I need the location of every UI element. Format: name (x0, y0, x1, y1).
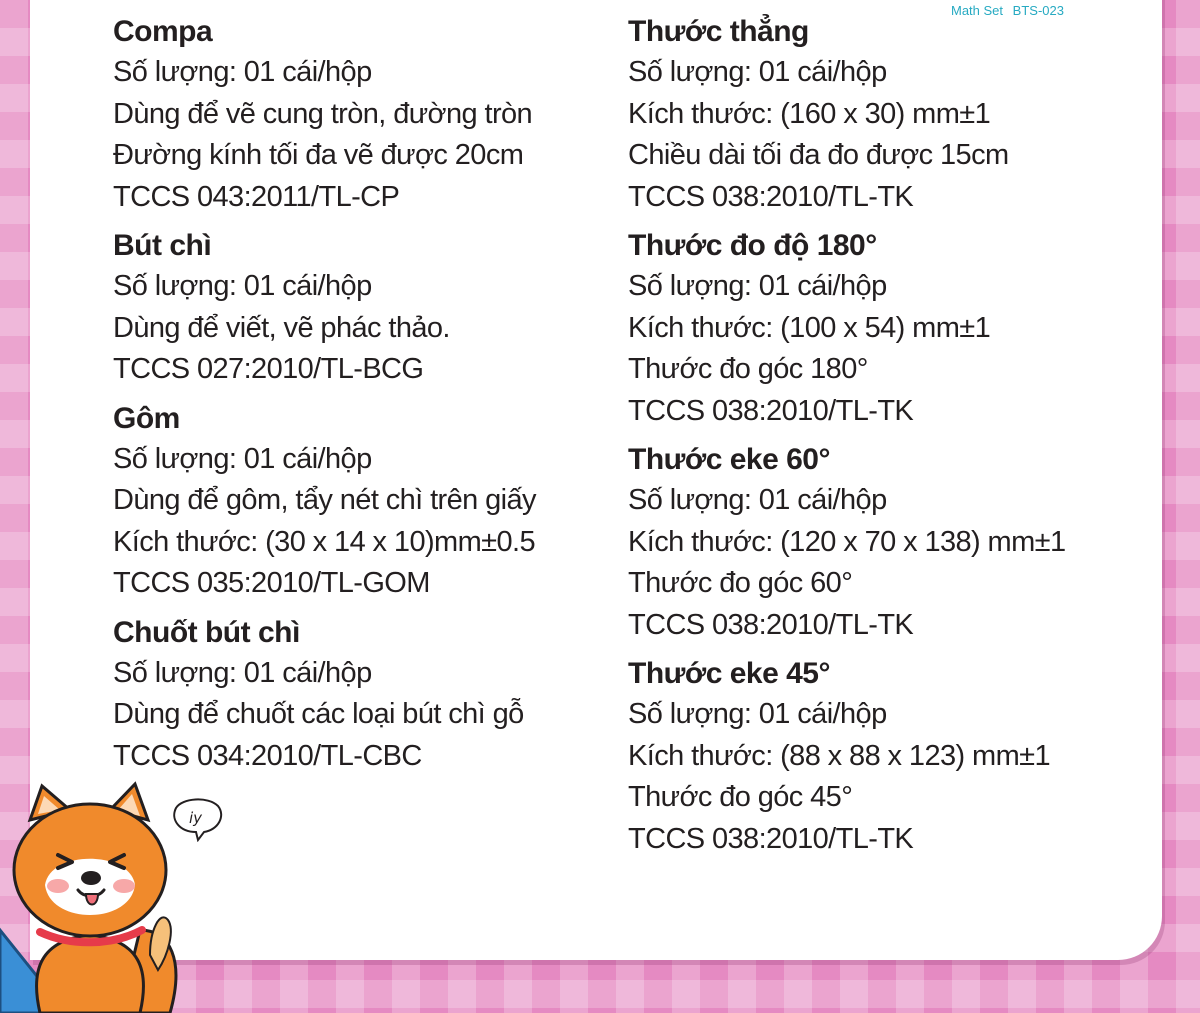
section-protractor (628, 226, 1066, 432)
section-title: Thước eke 60° (628, 443, 830, 476)
spec-line: Dùng để gôm, tẩy nét chì trên giấy (113, 484, 536, 516)
section-title: Thước đo độ 180° (628, 229, 877, 262)
section-title: Chuốt bút chì (113, 615, 300, 649)
section-pencil (113, 226, 536, 391)
section-ruler (628, 12, 1066, 218)
section-compa (113, 12, 536, 218)
spec-line: TCCS 038:2010/TL-TK (628, 608, 914, 641)
section-title: Thước thẳng (628, 15, 809, 48)
spec-line: Kích thước: (160 x 30) mm±1 (628, 97, 991, 130)
section-title: Bút chì (113, 229, 212, 262)
section-set-square-60 (628, 440, 1066, 646)
spec-line: TCCS 043:2011/TL-CP (113, 180, 400, 213)
section-eraser (113, 399, 536, 605)
product-code: BTS-023 (1012, 3, 1064, 18)
spec-line: Đường kính tối đa vẽ được 20cm (113, 139, 524, 171)
spec-line: Kích thước: (100 x 54) mm±1 (628, 311, 991, 344)
shiba-mascot-icon (0, 780, 250, 1013)
spec-line: Số lượng: 01 cái/hộp (113, 270, 372, 302)
section-set-square-45 (628, 654, 1066, 860)
spec-line: Thước đo góc 45° (628, 781, 853, 813)
spec-line: Số lượng: 01 cái/hộp (113, 56, 372, 88)
spec-line: Chiều dài tối đa đo được 15cm (628, 139, 1009, 171)
spec-line: Số lượng: 01 cái/hộp (113, 656, 372, 689)
spec-line: Dùng để chuốt các loại bút chì gỗ (113, 698, 524, 730)
spec-line: TCCS 038:2010/TL-TK (628, 180, 914, 213)
spec-line: Số lượng: 01 cái/hộp (628, 270, 887, 302)
section-sharpener (113, 613, 536, 778)
spec-line: Dùng để vẽ cung tròn, đường tròn (113, 97, 533, 130)
section-title: Compa (113, 15, 213, 48)
product-name: Math Set (951, 3, 1004, 18)
speech-text: iy (189, 809, 203, 827)
spec-line: Thước đo góc 60° (628, 567, 853, 599)
spec-line: Số lượng: 01 cái/hộp (628, 484, 887, 516)
spec-line: Số lượng: 01 cái/hộp (113, 442, 372, 475)
spec-line: Số lượng: 01 cái/hộp (628, 56, 887, 88)
spec-line: Kích thước: (120 x 70 x 138) mm±1 (628, 525, 1066, 558)
spec-line: TCCS 034:2010/TL-CBC (113, 739, 422, 772)
spec-line: Thước đo góc 180° (628, 353, 868, 385)
spec-line: Số lượng: 01 cái/hộp (628, 698, 887, 730)
spec-line: TCCS 027:2010/TL-BCG (113, 353, 424, 385)
spec-line: Dùng để viết, vẽ phác thảo. (113, 311, 450, 344)
spec-line: TCCS 038:2010/TL-TK (628, 822, 914, 855)
right-column (628, 12, 1066, 868)
spec-line: TCCS 038:2010/TL-TK (628, 394, 914, 427)
spec-line: Kích thước: (88 x 88 x 123) mm±1 (628, 739, 1050, 772)
spec-line: TCCS 035:2010/TL-GOM (113, 567, 430, 599)
section-title: Gôm (113, 401, 180, 435)
left-column (113, 12, 536, 785)
spec-line: Kích thước: (30 x 14 x 10)mm±0.5 (113, 525, 535, 558)
section-title: Thước eke 45° (628, 657, 830, 690)
